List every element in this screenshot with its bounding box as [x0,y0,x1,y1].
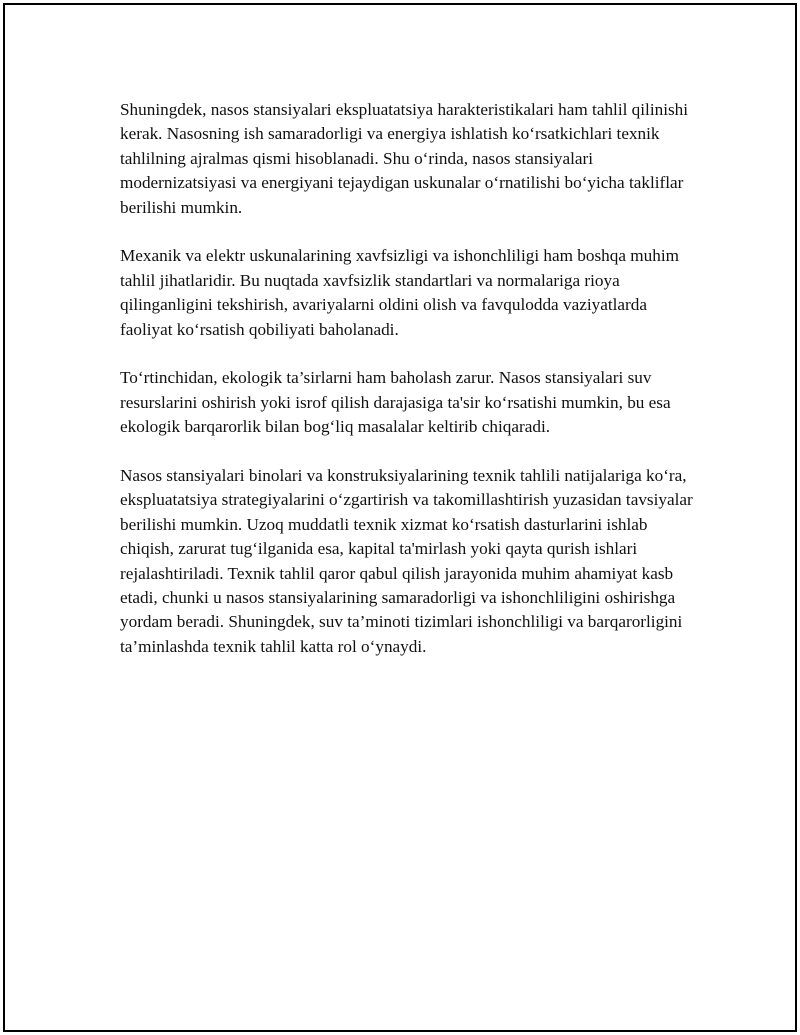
paragraph-3: To‘rtinchidan, ekologik ta’sirlarni ham baholash zarur. Nasos stansiyalari suv resurslarini oshirish yoki isrof qilish darajasiga ta'sir ko‘rsatishi mumkin, bu esa ekologik barqarorlik bilan bog‘liq masalalar keltirib chiqaradi. [120,368,671,437]
document-page [3,3,797,1032]
paragraph-4: Nasos stansiyalari binolari va konstruksiyalarining texnik tahlili natijalariga ko‘ra, ekspluatatsiya strategiyalarini o‘zgartirish va takomillashtirish yuzasidan tavsiyalar berilishi mumkin. Uzoq muddatli texnik xizmat ko‘rsatish dasturlarini ishlab chiqish, zarurat tug‘ilganida esa, kapital ta'mirlash yoki qayta qurish ishlari rejalashtiriladi. Texnik tahlil qaror qabul qilish jarayonida muhim ahamiyat kasb etadi, chunki u nasos stansiyalarining samaradorligi va ishonchliligini oshirishga yordam beradi. Shuningdek, suv ta’minoti tizimlari ishonchliligi va barqarorligini ta’minlashda texnik tahlil katta rol o‘ynaydi. [120,466,693,656]
paragraph-1: Shuningdek, nasos stansiyalari ekspluatatsiya harakteristikalari ham tahlil qilinishi kerak. Nasosning ish samaradorligi va energiya ishlatish ko‘rsatkichlari texnik tahlilning ajralmas qismi hisoblanadi. Shu o‘rinda, nasos stansiyalari modernizatsiyasi va energiyani tejaydigan uskunalar o‘rnatilishi bo‘yicha takliflar berilishi mumkin. [120,100,689,217]
paragraph-2: Mexanik va elektr uskunalarining xavfsizligi va ishonchliligi ham boshqa muhim tahlil jihatlaridir. Bu nuqtada xavfsizlik standartlari va normalariga rioya qilinganligini tekshirish, avariyalarni oldini olish va favqulodda vaziyatlarda faoliyat ko‘rsatish qobiliyati baholanadi. [120,246,679,339]
document-body [120,98,695,684]
